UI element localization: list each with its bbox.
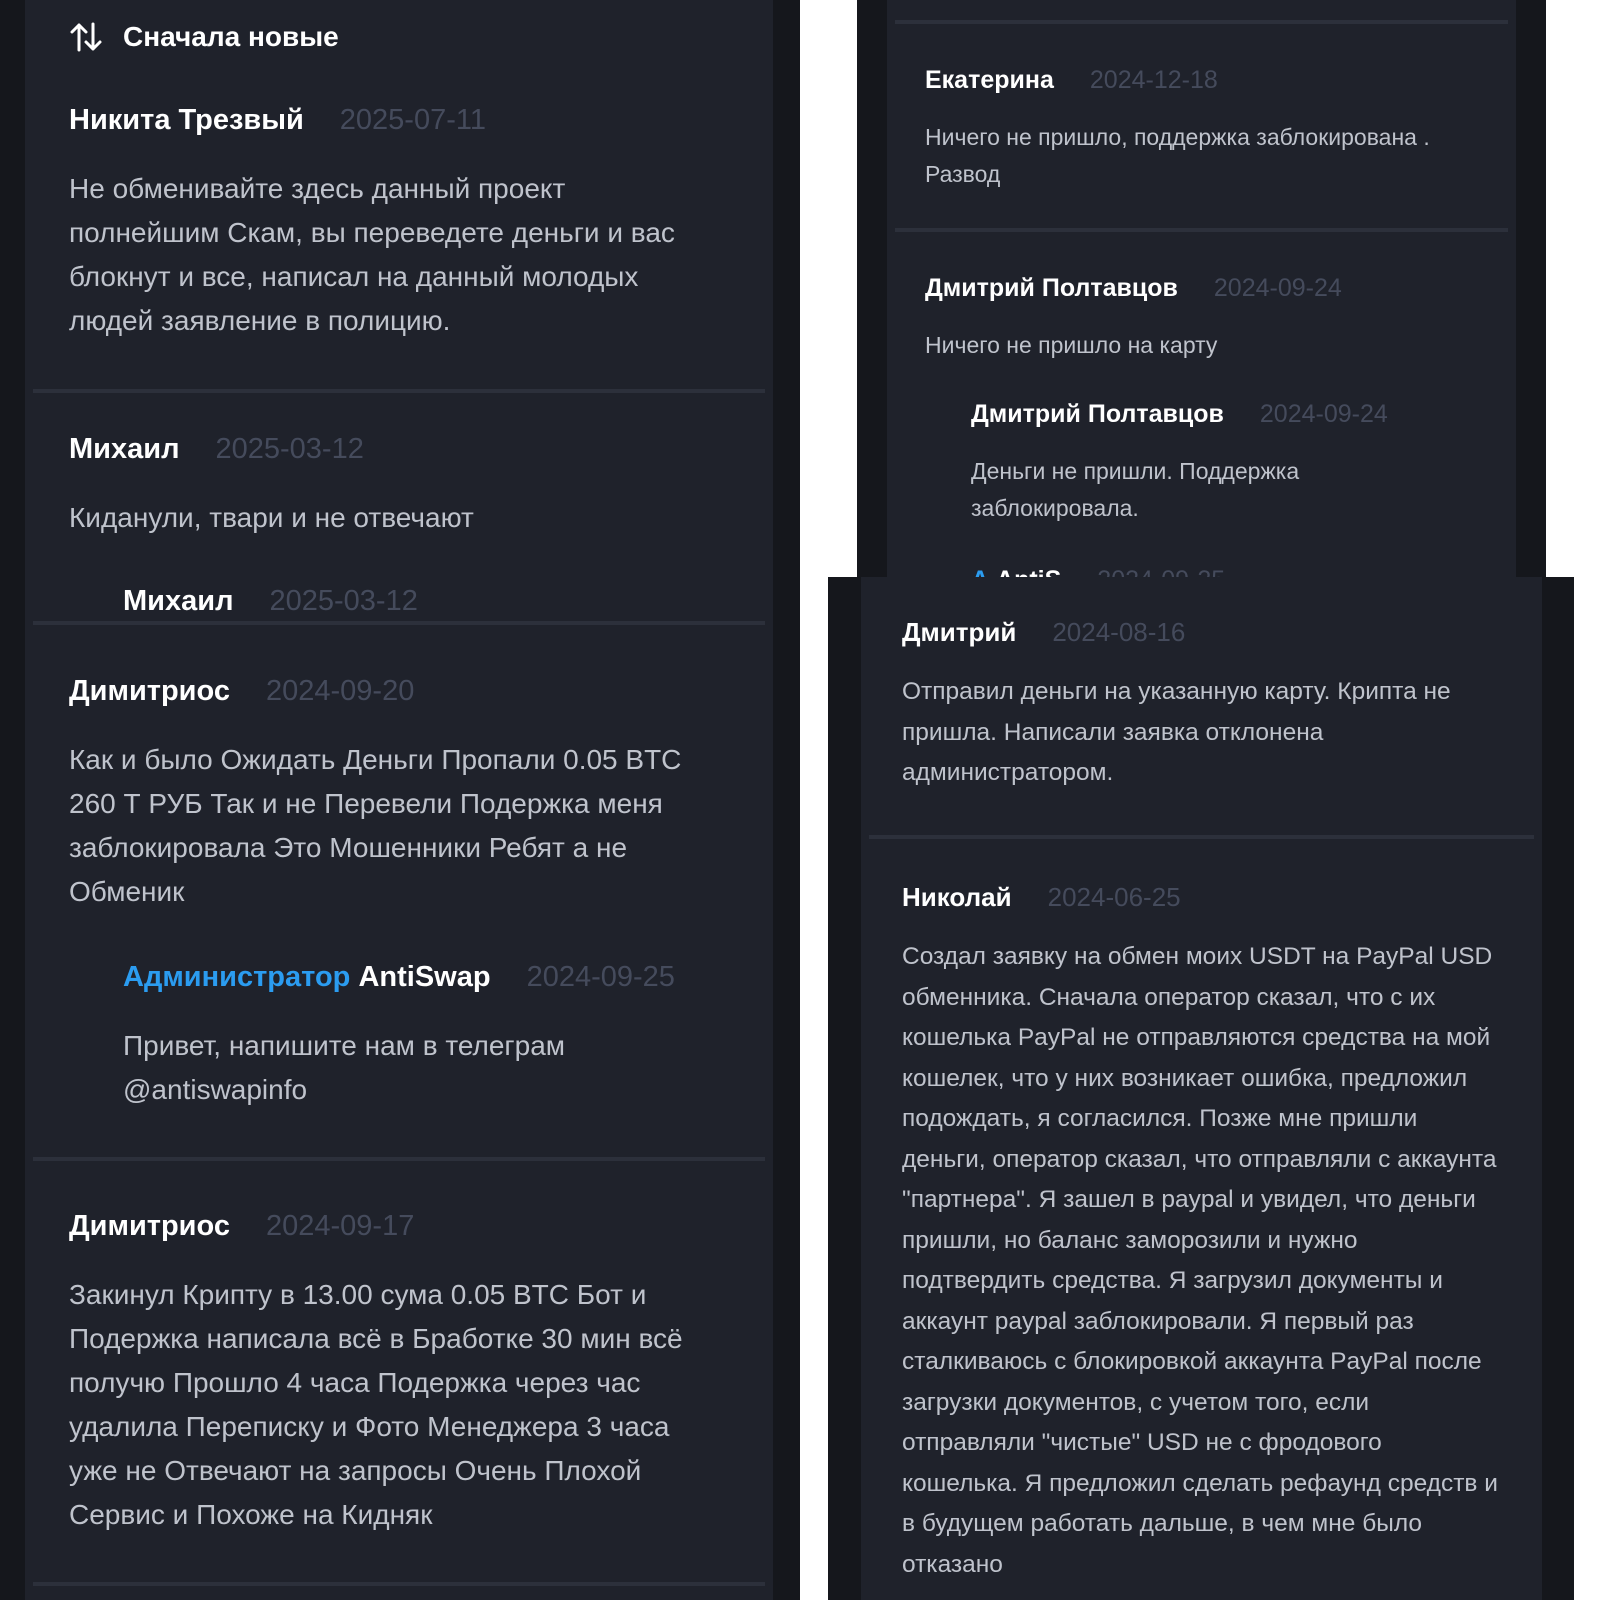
top-right-reviews-panel — [887, 0, 1516, 577]
review-divider — [869, 835, 1534, 839]
review-item — [902, 882, 1502, 1585]
bottom-right-reviews-panel — [861, 577, 1542, 1600]
review-text: Отправил деньги на указанную карту. Крипта не пришла. Написали заявка отклонена администратором. — [902, 678, 1451, 786]
review-text: Как и было Ожидать Деньги Пропали 0.05 BTC 260 Т РУБ Так и не Перевели Подержка меня заблокировала Это Мошенники Ребят а не Обменик — [69, 744, 682, 907]
reply-text: Деньги не пришли. Поддержка заблокировала. — [971, 458, 1300, 521]
review-divider — [33, 1157, 765, 1161]
reply-item — [971, 400, 1388, 527]
reply-author: Дмитрий Полтавцов — [971, 400, 1224, 428]
review-date: 2024-09-24 — [1213, 274, 1342, 302]
admin-reply — [123, 961, 683, 1112]
review-text: Киданули, твари и не отвечают — [69, 502, 474, 533]
review-item — [69, 433, 709, 540]
sort-label: Сначала новые — [123, 21, 339, 52]
review-author: Николай — [902, 882, 1012, 912]
review-date: 2025-03-12 — [215, 433, 364, 465]
review-card-clipped — [25, 393, 773, 617]
review-author: Екатерина — [925, 66, 1054, 94]
review-divider — [895, 228, 1508, 232]
review-author: Димитриос — [69, 1210, 230, 1242]
review-date: 2025-07-11 — [339, 104, 486, 136]
review-date: 2024-06-25 — [1047, 882, 1181, 912]
review-divider — [33, 1582, 765, 1586]
review-divider — [33, 621, 765, 625]
review-item — [902, 617, 1502, 794]
review-author: Дмитрий Полтавцов — [925, 274, 1178, 302]
sort-arrows-icon — [69, 20, 103, 54]
review-text: Создал заявку на обмен моих USDT на PayPal USD обменника. Сначала оператор сказал, что с их кошелька PayPal не отправляются средства на мой кошелек, что у них возникает ошибка, предложил подождать, я согласился. Позже мне пришли деньги, оператор сказал, что отправляли с аккаунта "партнера". Я зашел в paypal и увидел, что деньги пришли, но баланс заморозили и нужно подтвердить средства. Я загрузил документы и аккаунт paypal заблокировали. Я первый раз сталкиваюсь с блокировкой аккаунта PayPal после загрузки документов, с учетом того, если отправляли "чистые" USD не с фродового кошелька. Я предложил сделать рефаунд средств и в будущем работать дальше, в чем мне было отказано — [902, 943, 1498, 1578]
review-date: 2024-08-16 — [1052, 617, 1186, 647]
reply-date: 2025-03-12 — [269, 585, 418, 617]
admin-role-link[interactable]: Администратор — [123, 961, 351, 993]
review-item — [925, 274, 1485, 364]
reply-text: Привет, напишите нам в телеграм @antiswapinfo — [123, 1030, 566, 1105]
review-text: Ничего не пришло на карту — [925, 332, 1218, 358]
left-reviews-panel — [25, 0, 773, 1600]
review-text: Не обменивайте здесь данный проект полнейшим Скам, вы переведете деньги и вас блокнут и все, написал на данный молодых людей заявление в полицию. — [69, 173, 675, 336]
review-item — [925, 66, 1485, 193]
review-text: Ничего не пришло, поддержка заблокирована . Развод — [925, 124, 1430, 187]
admin-name: AntiSwap — [358, 961, 491, 993]
review-item — [69, 1210, 709, 1537]
reply-date: 2024-09-25 — [526, 961, 675, 993]
review-date: 2024-09-20 — [265, 675, 415, 707]
reply-item-cut — [123, 585, 418, 618]
review-item — [69, 675, 709, 914]
reply-date: 2024-09-24 — [1259, 400, 1388, 428]
sort-control[interactable] — [69, 20, 339, 54]
review-author: Дмитрий — [902, 617, 1017, 647]
review-divider — [895, 20, 1508, 24]
review-author: Михаил — [69, 433, 180, 465]
review-author: Димитриос — [69, 675, 230, 707]
reply-author: Михаил — [123, 585, 234, 617]
review-text: Закинул Крипту в 13.00 сума 0.05 BTC Бот и Подержка написала всё в Бработке 30 мин всё получю Прошло 4 часа Подержка через час удалила Переписку и Фото Менеджера 3 часа уже не Отвечают на запросы Очень Плохой Сервис и Похоже на Кидняк — [69, 1279, 683, 1530]
review-author: Никита Трезвый — [69, 104, 304, 136]
review-item — [69, 104, 709, 343]
review-date: 2024-09-17 — [265, 1210, 415, 1242]
review-date: 2024-12-18 — [1089, 66, 1218, 94]
